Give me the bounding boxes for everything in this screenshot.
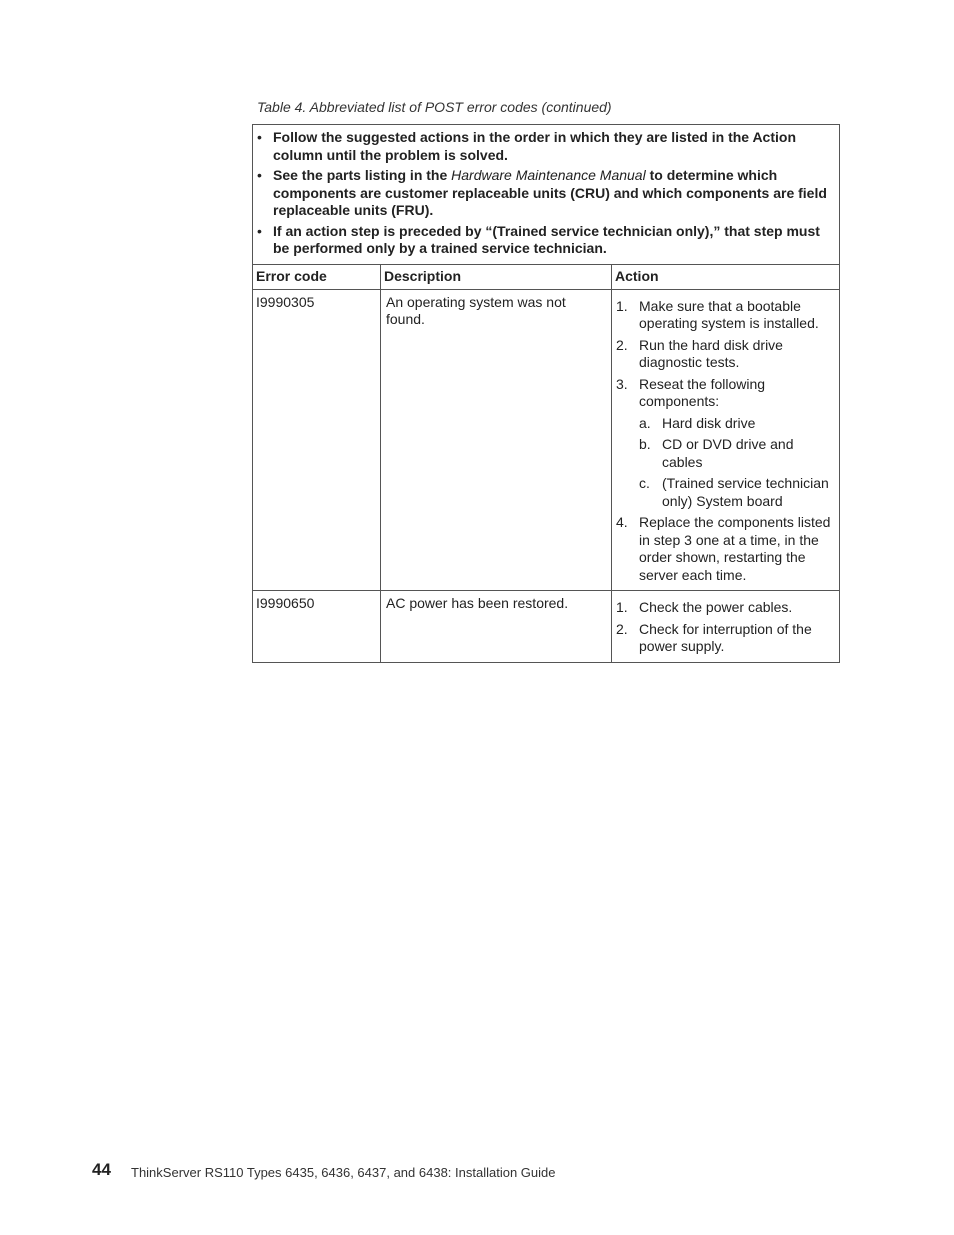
sub-step-text: (Trained service technician only) System board [662, 475, 829, 509]
footer-title: ThinkServer RS110 Types 6435, 6436, 6437, and 6438: Installation Guide [131, 1165, 556, 1180]
note-item: • Follow the suggested actions in the order in which they are listed in the Action column until the problem is solved. [256, 129, 833, 164]
table-row [253, 289, 840, 591]
step-text: Run the hard disk drive diagnostic tests. [639, 336, 783, 370]
step-number: 2. [616, 620, 628, 637]
action-step [616, 514, 835, 584]
action-steps [616, 298, 835, 585]
header-action: Action [612, 264, 840, 289]
action-steps [616, 599, 835, 656]
step-number: 4. [616, 514, 628, 530]
sub-step-letter: c. [639, 475, 650, 491]
note-item: • If an action step is preceded by “(Trained service technician only),” that step must be performed only by a trained service technician. [256, 223, 833, 258]
action-step [616, 298, 835, 333]
action-step [616, 599, 835, 617]
note-text: See the parts listing in the [273, 167, 452, 183]
sub-step-letter: a. [639, 414, 651, 431]
error-code-cell: I9990305 [253, 289, 381, 591]
action-step [616, 621, 835, 656]
note-text: to determine which components are customer replaceable units (CRU) and which components are field replaceable units (FRU). [273, 167, 827, 218]
action-step [616, 376, 835, 511]
page-number: 44 [92, 1160, 111, 1179]
header-description: Description [381, 264, 612, 289]
step-number: 1. [616, 297, 628, 314]
notes-cell [253, 125, 840, 265]
manual-title: Hardware Maintenance Manual [451, 167, 646, 183]
error-code-cell: I9990650 [253, 591, 381, 663]
header-error-code: Error code [253, 264, 381, 289]
note-item [256, 167, 833, 220]
step-text: Make sure that a bootable operating system is installed. [639, 297, 819, 331]
description-cell: AC power has been restored. [381, 591, 612, 663]
sub-step-letter: b. [639, 436, 651, 452]
header-row [253, 264, 840, 289]
step-number: 1. [616, 599, 628, 615]
description-cell: An operating system was not found. [381, 289, 612, 591]
notes-row [253, 125, 840, 265]
step-text: Check for interruption of the power supply. [639, 620, 812, 654]
table-row [253, 591, 840, 663]
action-cell [612, 289, 840, 591]
action-step [616, 337, 835, 372]
notes-list [256, 129, 833, 258]
step-text: Reseat the following components: [639, 375, 766, 409]
sub-step [639, 415, 835, 433]
action-cell [612, 591, 840, 663]
post-error-table [252, 124, 840, 663]
sub-step [639, 436, 835, 471]
table-caption: Table 4. Abbreviated list of POST error codes (continued) [257, 99, 612, 115]
step-text: Check the power cables. [639, 599, 793, 615]
sub-step [639, 475, 835, 510]
step-number: 2. [616, 336, 628, 353]
sub-steps [639, 415, 835, 511]
step-number: 3. [616, 375, 628, 392]
sub-step-text: Hard disk drive [662, 414, 756, 431]
sub-step-text: CD or DVD drive and cables [662, 436, 794, 470]
step-text: Replace the components listed in step 3 one at a time, in the order shown, restarting the server each time. [639, 514, 831, 583]
